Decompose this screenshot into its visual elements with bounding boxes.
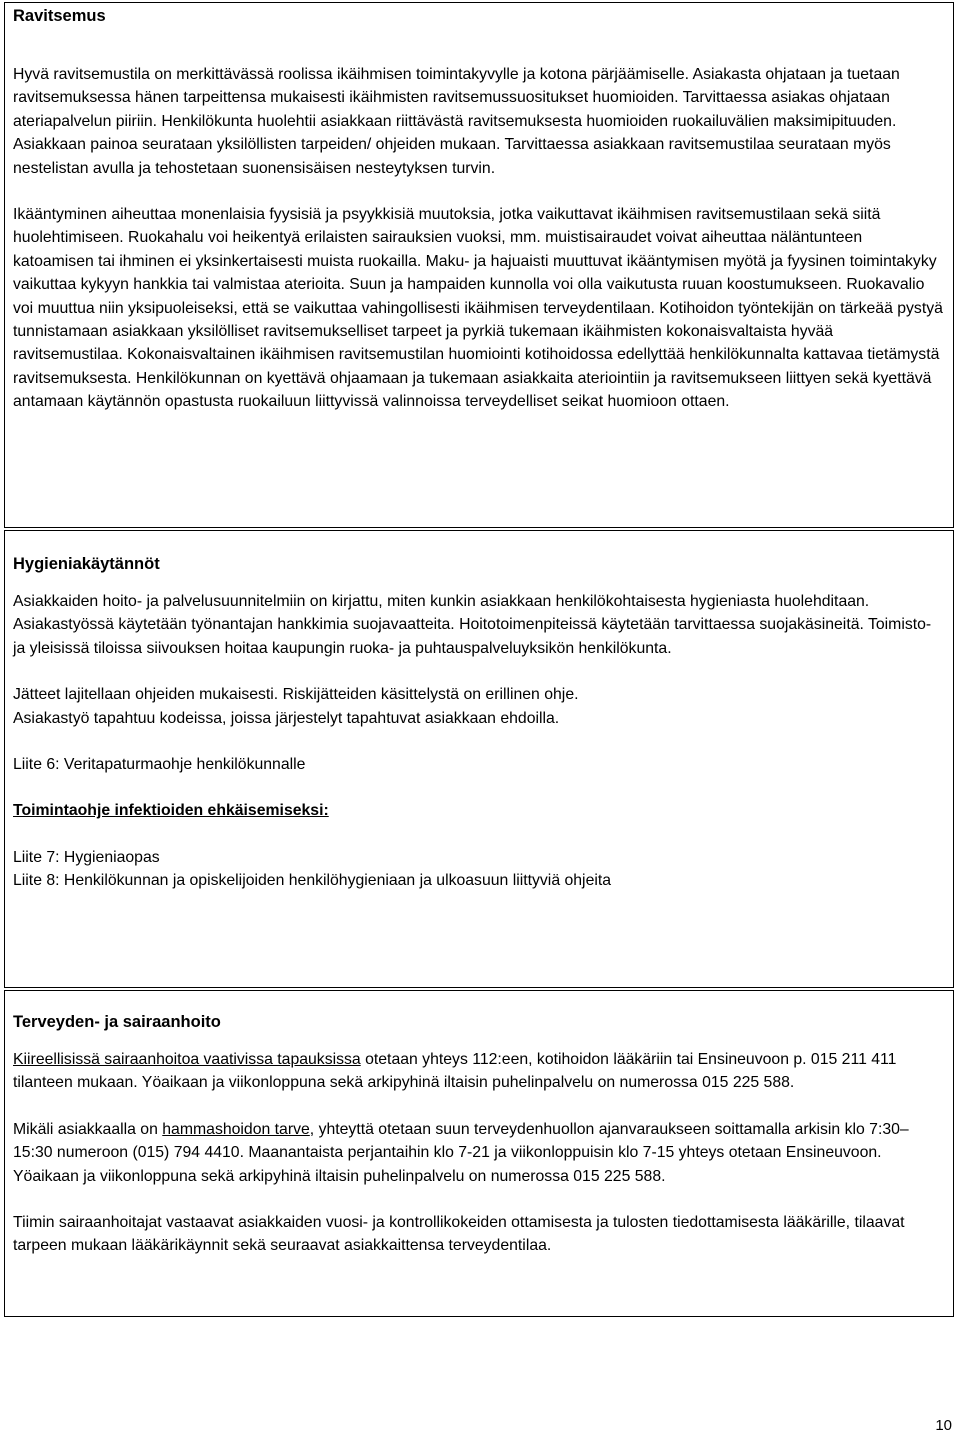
attachment-liite-7: Liite 7: Hygieniaopas xyxy=(13,848,160,866)
paragraph-hygienia-1: Asiakkaiden hoito- ja palvelusuunnitelmiin on kirjattu, miten kunkin asiakkaan henkilökohtaisesta hygieniasta huolehditaan. xyxy=(13,593,870,610)
link-kiireellinen-sairaanhoito[interactable]: Kiireellisissä sairaanhoitoa vaativissa tapauksissa xyxy=(13,1051,361,1068)
paragraph-terveys-2 xyxy=(13,1118,945,1188)
link-hammashoidon-tarve[interactable]: hammashoidon tarve xyxy=(162,1120,310,1138)
section-terveyden-ja-sairaanhoito xyxy=(4,990,954,1317)
paragraph-hygienia-2: Asiakastyössä käytetään työnantajan hankkimia suojavaatteita. Hoitotoimenpiteissä käytetään tarvittaessa suojakäsineitä. Toimisto- ja yleisissä tiloissa siivouksen hoitaa kaupungin ruoka- ja puhtauspalveluyksikön henkilökunta. xyxy=(13,616,932,657)
paragraph-ravitsemus-1: Hyvä ravitsemustila on merkittävässä roolissa ikäihmisen toimintakyvylle ja kotona pärjäämiselle. Asiakasta ohjataan ja tuetaan ravitsemuksessa hänen tarpeittensa mukaisesti ikäihmisten ravitsemussuositukset huomioiden. Tarvittaessa asiakas ohjataan ateriapalvelun piiriin. Henkilökunta huolehtii asiakkaan riittävästä ravitsemuksesta huomioiden ruokailuvälien maksimipituuden. Asiakkaan painoa seurataan yksilöllisten tarpeiden/ ohjeiden mukaan. Tarvittaessa asiakkaan ravitsemustilaa seurataan myös nestelistan avulla ja tehostetaan suonensisäisen nesteytyksen turvin. xyxy=(13,66,900,177)
subheading-toimintaohje: Toimintaohje infektioiden ehkäisemiseksi: xyxy=(13,802,329,820)
section-heading-terveys: Terveyden- ja sairaanhoito xyxy=(13,1013,221,1031)
paragraph-hygienia-3: Jätteet lajitellaan ohjeiden mukaisesti. Riskijätteiden käsittelystä on erillinen ohje. xyxy=(13,686,579,704)
page-number: 10 xyxy=(935,1417,952,1434)
paragraph-hygienia-4: Asiakastyö tapahtuu kodeissa, joissa järjestelyt tapahtuvat asiakkaan ehdoilla. xyxy=(13,709,560,727)
paragraph-terveys-1-text: otetaan yhteys 112:een, kotihoidon lääkäriin tai Ensineuvoon p. 015 211 411 tilanteen mukaan. Yöaikaan ja viikonloppuna sekä arkipyhinä iltaisin puhelinpalvelu on numerossa 015 225 588. xyxy=(13,1051,897,1092)
paragraph-terveys-2-text: , yhteyttä otetaan suun terveydenhuollon ajanvaraukseen soittamalla arkisin klo 7:30–15:30 numeroon (015) 794 4410. Maanantaista perjantaihin klo 7-21 ja viikonloppuisin klo 7-15 yhteys otetaan Ensineuvoon. Yöaikaan ja viikonloppuna sekä arkipyhinä iltaisin puhelinpalvelu on numerossa 015 225 588. xyxy=(13,1120,909,1185)
section-ravitsemus xyxy=(4,2,954,528)
attachment-liite-8: Liite 8: Henkilökunnan ja opiskelijoiden henkilöhygieniaan ja ulkoasuun liittyviä ohjeita xyxy=(13,872,612,890)
paragraph-terveys-2-start: Mikäli asiakkaalla on xyxy=(13,1120,163,1138)
section-heading-hygienia: Hygieniakäytännöt xyxy=(13,555,160,573)
section-heading-ravitsemus: Ravitsemus xyxy=(13,7,106,25)
paragraph-terveys-3: Tiimin sairaanhoitajat vastaavat asiakkaiden vuosi- ja kontrollikokeiden ottamisesta ja tulosten tiedottamisesta lääkärille, tilaavat tarpeen mukaan lääkärikäynnit sekä seuraavat asiakkaittensa terveydentilaa. xyxy=(13,1214,905,1255)
attachment-liite-6: Liite 6: Veritapaturmaohje henkilökunnalle xyxy=(13,756,306,774)
paragraph-ravitsemus-2: Ikääntyminen aiheuttaa monenlaisia fyysisiä ja psyykkisiä muutoksia, jotka vaikuttavat ikäihmisen ravitsemustilaan sekä siitä huolehtimiseen. Ruokahalu voi heikentyä erilaisten sairauksien vuoksi, mm. muistisairaudet voivat aiheuttaa näläntunteen katoamisen tai ihminen ei yksinkertaisesti muista ruokailla. Maku- ja hajuaisti muuttuvat ikääntymisen myötä ja fyysinen toimintakyky vaikuttaa kykyyn hankkia tai valmistaa aterioita. Suun ja hampaiden kunnolla voi olla vaikutusta ruuan koostumukseen. Ruokavalio voi muuttua niin yksipuoleiseksi, että se vaikuttaa vahingollisesti ikäihmisen terveydentilaan. Kotihoidon työntekijän on tärkeää pystyä tunnistamaan asiakkaan yksilölliset ravitsemukselliset tarpeet ja pyrkiä tukemaan ikäihmisten kokonaisvaltaista hyvää ravitsemustilaa. Kokonaisvaltainen ikäihmisen ravitsemustilan huomiointi kotihoidossa edellyttää henkilökunnalta kattavaa tietämystä ravitsemuksesta. Henkilökunnan on kyettävä ohjaamaan ja tukemaan asiakkaita ateriointiin ja ravitsemukseen liittyen sekä kyettävä antamaan käytännön opastusta ruokailuun liittyvissä valinnoissa terveydelliset seikat huomioon ottaen. xyxy=(13,206,943,411)
section-hygieniakaytannot xyxy=(4,530,954,988)
paragraph-terveys-1 xyxy=(13,1048,945,1095)
